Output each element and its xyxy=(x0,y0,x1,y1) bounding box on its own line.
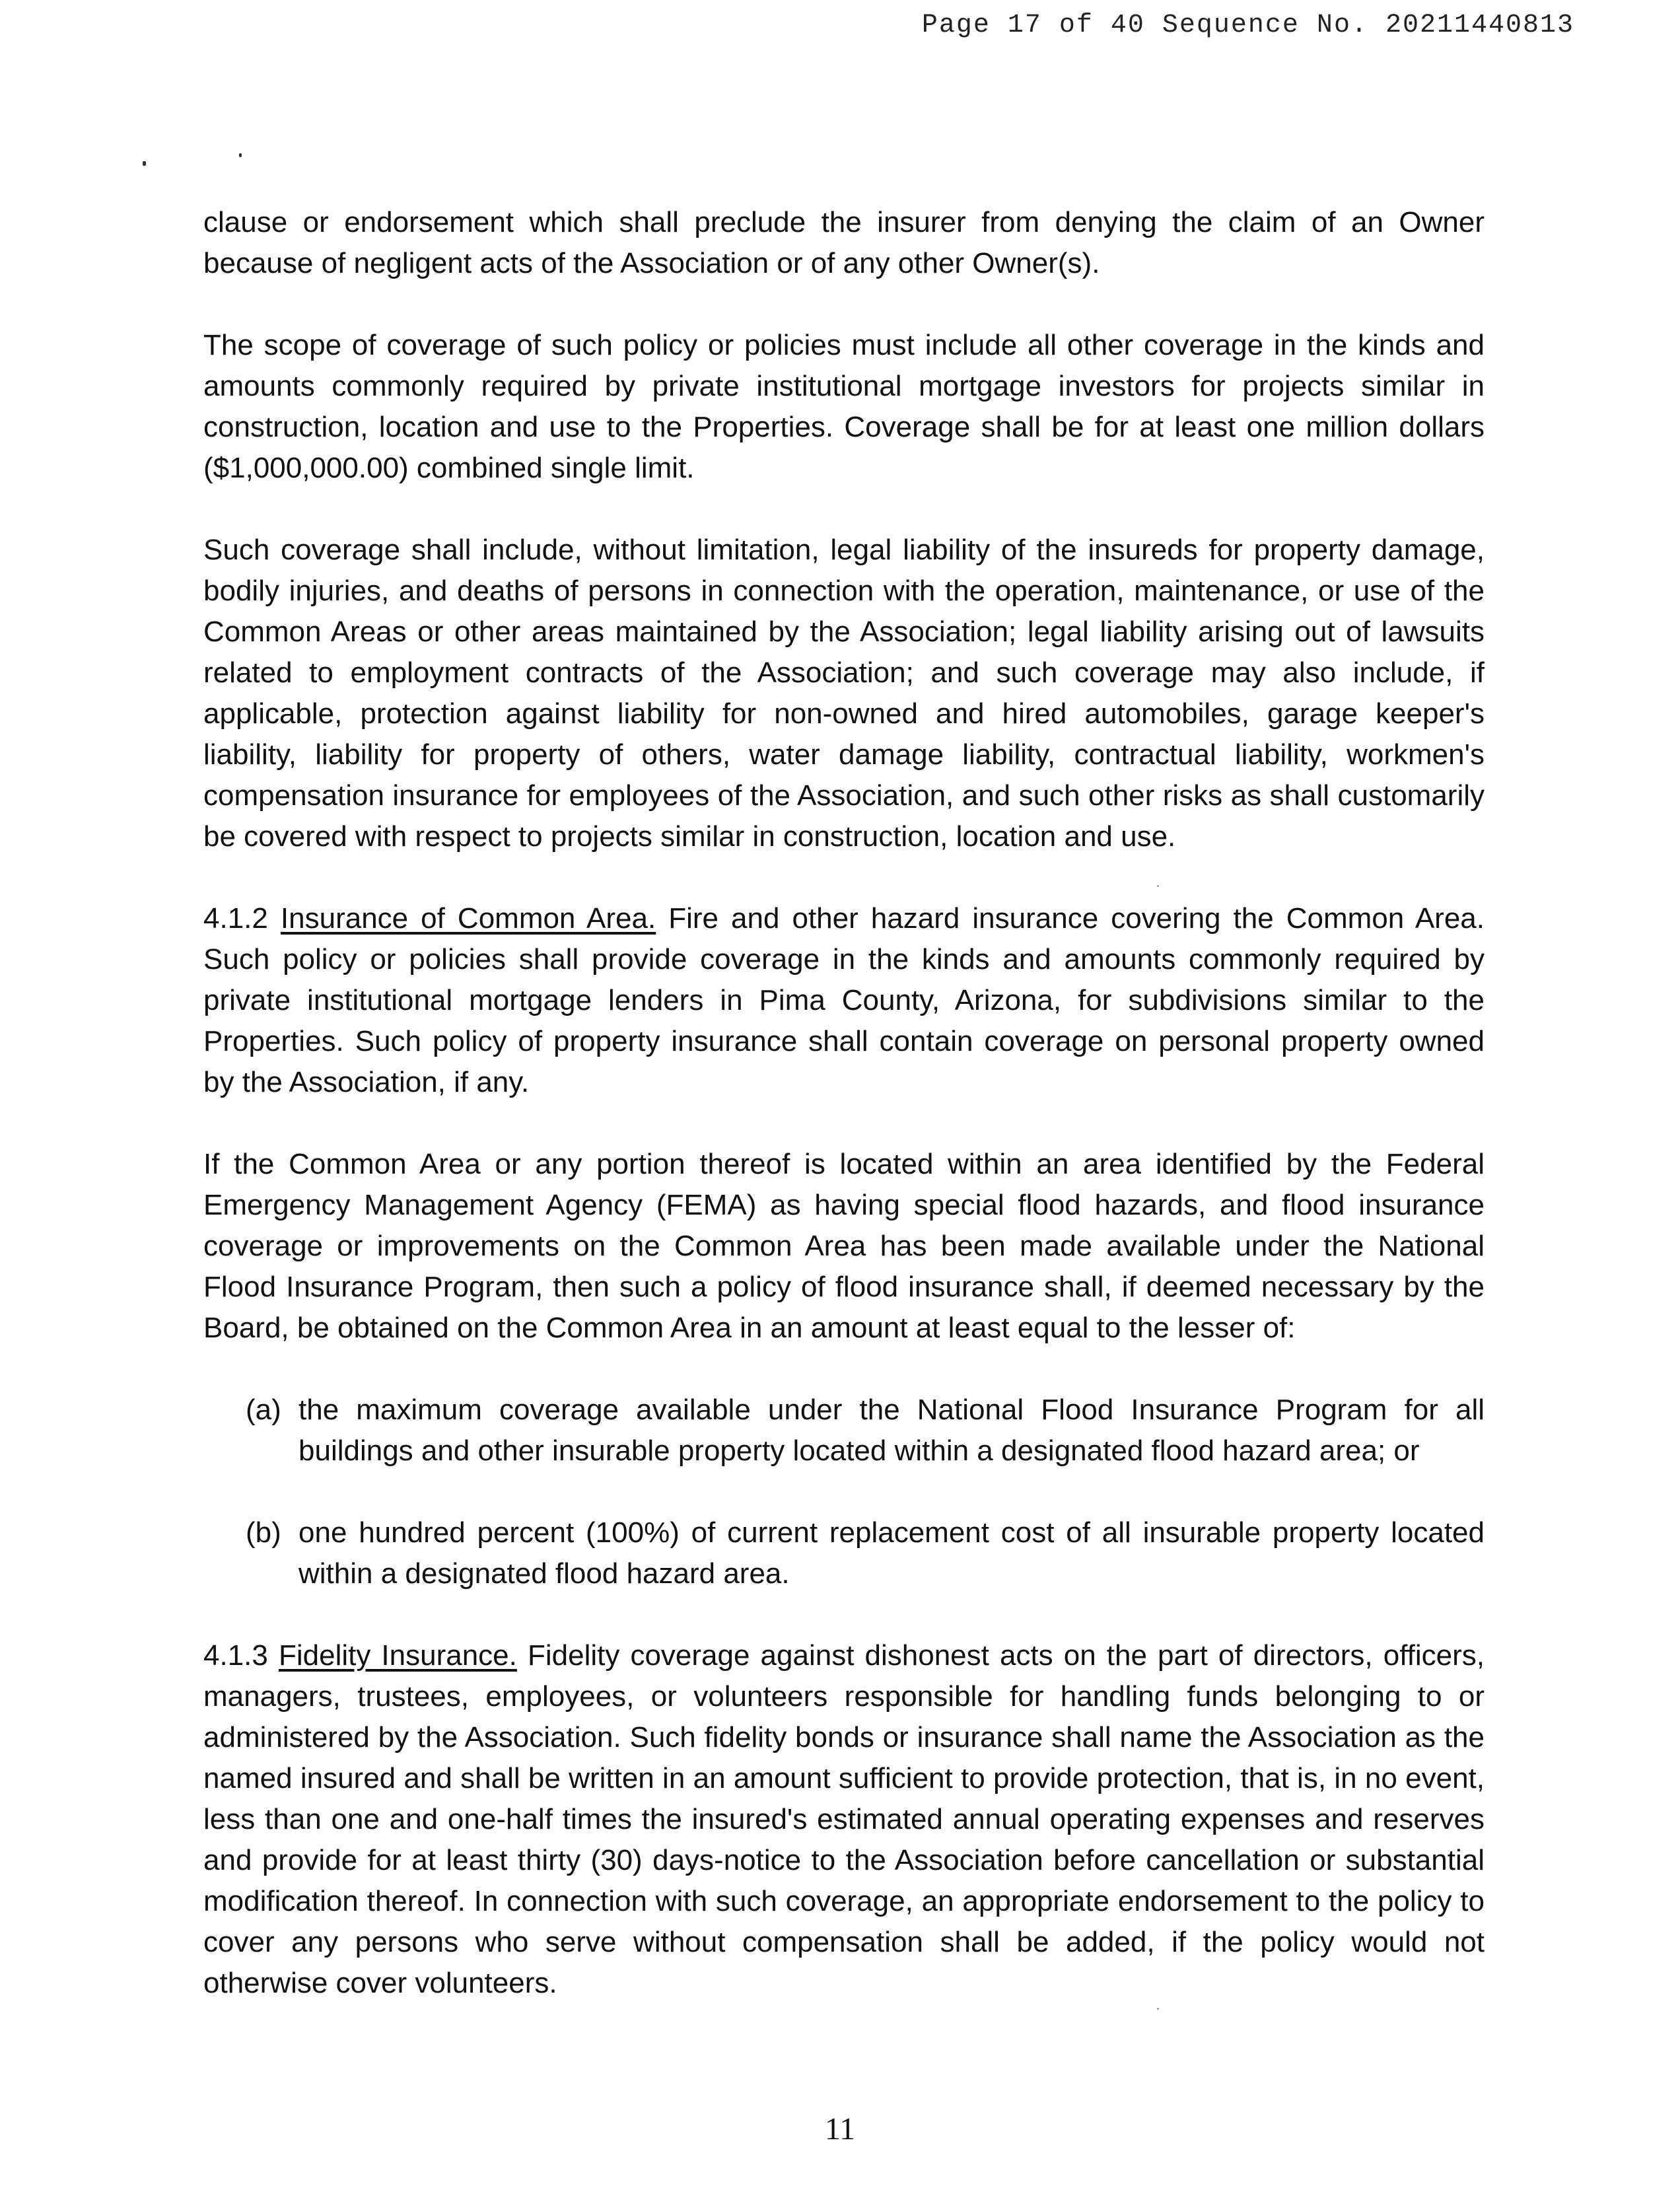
paragraph-clause-endorsement: clause or endorsement which shall preclude the insurer from denying the claim of an Owner because of negligent acts of the Association or of any other Owner(s). xyxy=(203,206,1485,279)
scan-speck xyxy=(1157,2008,1159,2010)
list-item-a xyxy=(246,1390,1485,1471)
section-number: 4.1.3 xyxy=(203,1639,268,1672)
list-text: the maximum coverage available under the National Flood Insurance Program for all buildings and other insurable property located within a designated flood hazard area; or xyxy=(298,1394,1485,1467)
scan-speck xyxy=(239,153,242,157)
list-text: one hundred percent (100%) of current replacement cost of all insurable property located within a designated flood hazard area. xyxy=(298,1516,1485,1590)
list-label: (a) xyxy=(246,1394,281,1426)
section-4-1-3 xyxy=(203,1635,1485,2004)
section-body: Fidelity coverage against dishonest acts on the part of directors, officers, managers, trustees, employees, or volunteers responsible for handling funds belonging to or administered by the Association. Such fidelity bonds or insurance shall name the Association as the named insured and shall be written in an amount sufficient to provide protection, that is, in no event, less than one and one-half times the insured's estimated annual operating expenses and reserves and provide for at least thirty (30) days-notice to the Association before cancellation or substantial modification thereof. In connection with such coverage, an appropriate endorsement to the policy to cover any persons who serve without compensation shall be added, if the policy would not otherwise cover volunteers. xyxy=(203,1639,1485,1999)
section-heading: Fidelity Insurance. xyxy=(278,1639,517,1672)
paragraph-flood-insurance: If the Common Area or any portion thereof is located within an area identified by the Federal Emergency Management Agency (FEMA) as having special flood hazards, and flood insurance coverage or improvements on the Common Area has been made available under the National Flood Insurance Program, then such a policy of flood insurance shall, if deemed necessary by the Board, be obtained on the Common Area in an amount at least equal to the lesser of: xyxy=(203,1148,1485,1344)
document-body xyxy=(203,202,1485,2004)
page-number: 11 xyxy=(824,2111,856,2146)
list-label: (b) xyxy=(246,1516,281,1549)
section-heading: Insurance of Common Area. xyxy=(280,902,656,935)
paragraph-scope-of-coverage: The scope of coverage of such policy or policies must include all other coverage in the kinds and amounts commonly required by private institutional mortgage investors for projects similar in construction, location and use to the Properties. Coverage shall be for at least one million dollars ($1,000,000.00) combined single limit. xyxy=(203,329,1485,484)
section-body: Fire and other hazard insurance covering the Common Area. Such policy or policies shall provide coverage in the kinds and amounts commonly required by private institutional mortgage lenders in Pima County, Arizona, for subdivisions similar to the Properties. Such policy of property insurance shall contain coverage on personal property owned by the Association, if any. xyxy=(203,902,1485,1098)
section-number: 4.1.2 xyxy=(203,902,268,935)
page-sequence-header: Page 17 of 40 Sequence No. 20211440813 xyxy=(921,11,1574,40)
scan-speck xyxy=(143,161,146,166)
paragraph-coverage-includes: Such coverage shall include, without limitation, legal liability of the insureds for property damage, bodily injuries, and deaths of persons in connection with the operation, maintenance, or use of the Common Areas or other areas maintained by the Association; legal liability arising out of lawsuits related to employment contracts of the Association; and such coverage may also include, if applicable, protection against liability for non-owned and hired automobiles, garage keeper's liability, liability for property of others, water damage liability, contractual liability, workmen's compensation insurance for employees of the Association, and such other risks as shall customarily be covered with respect to projects similar in construction, location and use. xyxy=(203,534,1485,853)
section-4-1-2 xyxy=(203,898,1485,1103)
list-item-b xyxy=(246,1512,1485,1594)
